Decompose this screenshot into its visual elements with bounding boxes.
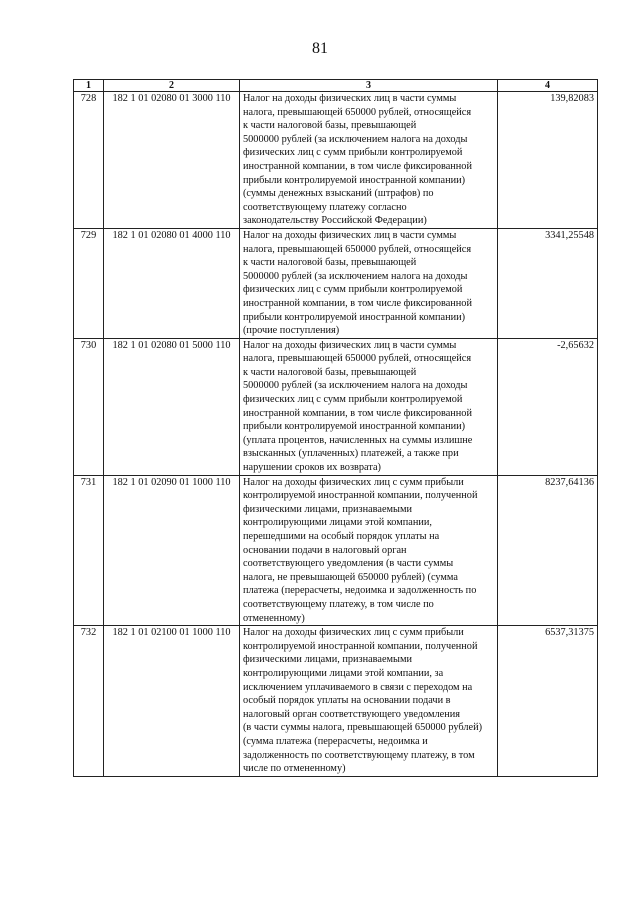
description-line: соответствующему платежу, в том числе по: [243, 598, 434, 610]
description-line: соответствующего уведомления (в части суммы: [243, 558, 454, 570]
revenue-description: [240, 92, 498, 229]
description-line: к части налоговой базы, превышающей: [243, 120, 417, 132]
description-line: законодательству Российской Федерации): [243, 215, 427, 227]
row-number: 732: [74, 626, 104, 777]
description-line: налога, превышающей 650000 рублей, относящейся: [243, 106, 472, 118]
table-row: [74, 228, 598, 338]
description-line: (уплата процентов, начисленных на суммы излишне: [243, 434, 473, 446]
description-line: иностранной компании, в том числе фиксированной: [243, 160, 472, 172]
description-line: физических лиц с сумм прибыли контролируемой: [243, 284, 463, 296]
description-line: платежа (перерасчеты, недоимка и задолженность по: [243, 585, 477, 597]
amount-value: -2,65632: [498, 338, 598, 475]
description-line: контролируемой иностранной компании, полученной: [243, 490, 478, 502]
description-line: прибыли контролируемой иностранной компании): [243, 311, 466, 323]
revenue-description: [240, 475, 498, 626]
description-line: Налог на доходы физических лиц с сумм прибыли: [243, 476, 464, 488]
budget-classification-code: 182 1 01 02080 01 4000 110: [104, 228, 240, 338]
description-line: Налог на доходы физических лиц с сумм прибыли: [243, 627, 464, 639]
amount-value: 8237,64136: [498, 475, 598, 626]
description-line: контролируемой иностранной компании, полученной: [243, 640, 478, 652]
row-number: 728: [74, 92, 104, 229]
budget-revenue-table: [73, 79, 598, 777]
table-header-row: [74, 80, 598, 92]
description-line: налога, превышающей 650000 рублей, относящейся: [243, 353, 472, 365]
description-line: физическими лицами, признаваемыми: [243, 503, 412, 515]
description-line: налоговый орган соответствующего уведомления: [243, 708, 461, 720]
header-col-2: 2: [104, 80, 240, 92]
table-row: [74, 338, 598, 475]
description-line: числе по отмененному): [243, 763, 346, 775]
budget-classification-code: 182 1 01 02080 01 3000 110: [104, 92, 240, 229]
description-line: особый порядок уплаты на основании подачи в: [243, 695, 451, 707]
description-line: иностранной компании, в том числе фиксированной: [243, 297, 472, 309]
description-line: Налог на доходы физических лиц в части суммы: [243, 339, 457, 351]
description-line: исключением уплачиваемого в связи с переходом на: [243, 681, 473, 693]
header-col-1: 1: [74, 80, 104, 92]
revenue-description: [240, 228, 498, 338]
description-line: контролирующими лицами этой компании, за: [243, 667, 444, 679]
description-line: налога, не превышающей 650000 рублей) (сумма: [243, 571, 458, 583]
description-line: Налог на доходы физических лиц в части суммы: [243, 229, 457, 241]
description-line: (суммы денежных взысканий (штрафов) по: [243, 188, 434, 200]
table-row: [74, 475, 598, 626]
amount-value: 6537,31375: [498, 626, 598, 777]
revenue-description: [240, 338, 498, 475]
budget-classification-code: 182 1 01 02100 01 1000 110: [104, 626, 240, 777]
description-line: прибыли контролируемой иностранной компании): [243, 421, 466, 433]
description-line: соответствующему платежу согласно: [243, 201, 407, 213]
description-line: Налог на доходы физических лиц в части суммы: [243, 93, 457, 104]
header-col-4: 4: [498, 80, 598, 92]
row-number: 731: [74, 475, 104, 626]
amount-value: 3341,25548: [498, 228, 598, 338]
budget-classification-code: 182 1 01 02090 01 1000 110: [104, 475, 240, 626]
table-row: [74, 92, 598, 229]
header-col-3: 3: [240, 80, 498, 92]
description-line: налога, превышающей 650000 рублей, относящейся: [243, 243, 472, 255]
description-line: физических лиц с сумм прибыли контролируемой: [243, 147, 463, 159]
description-line: взысканных (уплаченных) платежей, а также при: [243, 448, 459, 460]
description-line: перешедшими на особый порядок уплаты на: [243, 531, 440, 542]
description-line: основании подачи в налоговый орган: [243, 544, 407, 556]
description-line: задолженность по соответствующему платежу, в том: [243, 749, 475, 761]
description-line: иностранной компании, в том числе фиксированной: [243, 407, 472, 419]
description-line: 5000000 рублей (за исключением налога на доходы: [243, 380, 468, 392]
description-line: физических лиц с сумм прибыли контролируемой: [243, 394, 463, 406]
table-row: [74, 626, 598, 777]
description-line: к части налоговой базы, превышающей: [243, 257, 417, 269]
description-line: нарушении сроков их возврата): [243, 462, 381, 474]
description-line: (в части суммы налога, превышающей 650000 рублей): [243, 722, 483, 734]
revenue-description: [240, 626, 498, 777]
description-line: отмененному): [243, 612, 305, 624]
page-number: 81: [312, 40, 328, 57]
description-line: 5000000 рублей (за исключением налога на доходы: [243, 133, 468, 145]
description-line: прибыли контролируемой иностранной компании): [243, 174, 466, 186]
description-line: физическими лицами, признаваемыми: [243, 654, 412, 666]
description-line: контролирующими лицами этой компании,: [243, 517, 432, 529]
row-number: 730: [74, 338, 104, 475]
description-line: 5000000 рублей (за исключением налога на доходы: [243, 270, 468, 282]
description-line: к части налоговой базы, превышающей: [243, 366, 417, 378]
amount-value: 139,82083: [498, 92, 598, 229]
budget-classification-code: 182 1 01 02080 01 5000 110: [104, 338, 240, 475]
description-line: (прочие поступления): [243, 325, 340, 337]
row-number: 729: [74, 228, 104, 338]
description-line: (сумма платежа (перерасчеты, недоимка и: [243, 735, 428, 747]
